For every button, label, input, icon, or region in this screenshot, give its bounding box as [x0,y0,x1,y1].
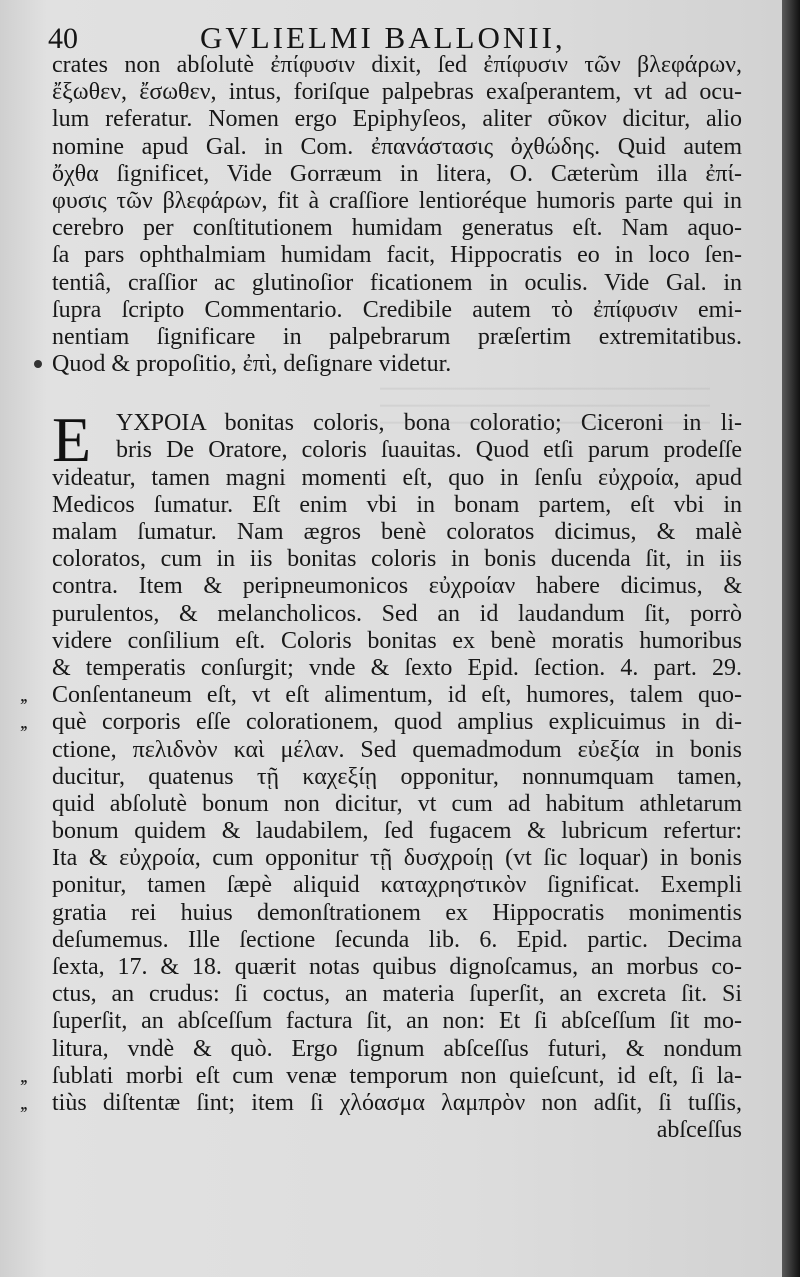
text-line [20,1062,742,1090]
quotation-mark: ,, [20,711,26,734]
text-line: bris De Oratore, coloris ſuauitas. Quod etſi parum prodeſſe [116,437,742,464]
text-line: nentiam ſignificare in palpebrarum præſertim extremitatibus. [52,323,742,350]
text-line-content: tiùs diſtentæ ſint; item ſi χλόασμα λαμπρὸν non adſit, ſi tuſſis, [52,1089,742,1116]
paragraph-euchroia [20,404,742,1144]
book-spine-shadow [782,0,800,1277]
text-line: crates non abſolutè ἐπίφυσιν dixit, ſed ἐπίφυσιν τῶν βλεφάρων, [52,52,742,78]
text-line [52,351,742,378]
text-line: nomine apud Gal. in Com. ἐπανάστασις ὀχθώδης. Quid autem [52,133,742,160]
text-line: tentiâ, craſſior ac glutinoſior ficationem in oculis. Vide Gal. in [52,269,742,296]
text-line: videre conſilium eſt. Coloris bonitas ex benè moratis humoribus [52,627,742,654]
quotation-mark: ,, [20,1091,26,1114]
text-line: contra. Item & peripneumonicos εὐχροίαν habere dicimus, & [52,573,742,600]
quotation-mark: ,, [20,684,26,707]
text-line: quid abſolutè bonum non dicitur, vt cum ad habitum athletarum [52,790,742,817]
text-line: gratia rei huius demonſtrationem ex Hippocratis monimentis [52,899,742,926]
text-line: coloratos, cum in iis bonitas coloris in bonis ducenda ſit, in iis [52,546,742,573]
text-line-content: ſublati morbi eſt cum venæ temporum non quieſcunt, id eſt, ſi la- [52,1062,742,1089]
bullet-mark [34,360,42,368]
text-line: ἔξωθεν, ἔσωθεν, intus, foriſque palpebras exaſperantem, vt ad ocu- [52,79,742,106]
text-line: ducitur, quatenus τῇ καχεξίῃ opponitur, nonnumquam tamen, [52,763,742,790]
text-line: purulentos, & melancholicos. Sed an id laudandum ſit, porrò [52,600,742,627]
page-number: 40 [48,22,78,55]
body-text [20,52,742,1144]
text-line [20,709,742,736]
text-line: cerebro per conſtitutionem humidam generatus eſt. Nam aquo- [52,215,742,242]
text-line: lum referatur. Nomen ergo Epiphyſeos, aliter σῦκον dicitur, alio [52,106,742,133]
text-line: malam ſumatur. Nam ægros benè coloratos dicimus, & malè [52,519,742,545]
text-line: Ita & εὐχροία, cum opponitur τῇ δυσχροίῃ (vt ſic loquar) in bonis [52,845,742,872]
text-line: ſa pars ophthalmiam humidam facit, Hippocratis eo in loco ſen- [52,242,742,269]
text-line-content: què corporis eſſe colorationem, quod amplius explicuimus in di- [52,709,742,736]
text-line: ſupra ſcripto Commentario. Credibile autem τὸ ἐπίφυσιν emi- [52,296,742,323]
text-line: ΥΧΡΟΙΑ bonitas coloris, bona coloratio; Ciceroni in li- [116,410,742,437]
text-line: ctus, an crudus: ſi coctus, an materia ſuperſit, an excreta ſit. Si [52,981,742,1008]
text-line: ſexta, 17. & 18. quærit notas quibus dignoſcamus, an morbus co- [52,954,742,980]
text-line-content: Quod & propoſitio, ἐπὶ, deſignare videtur. [52,351,452,378]
paragraph-epiphysis [52,52,742,378]
text-line: Medicos ſumatur. Eſt enim vbi in bonam partem, eſt vbi in [52,491,742,518]
text-line: deſumemus. Ille ſectione ſecunda lib. 6. Epid. partic. Decima [52,926,742,953]
text-line-content: Conſentaneum eſt, vt eſt alimentum, id eſt, humores, talem quo- [52,682,742,709]
catchword-line [52,1117,742,1144]
text-line: φυσις τῶν βλεφάρων, fit à craſſiore lentioréque humoris parte qui in [52,187,742,214]
paragraph-gap [52,378,742,410]
drop-cap: E [52,404,92,476]
text-line: ſuperſit, an abſceſſum factura ſit, an non: Et ſi abſceſſum ſit mo- [52,1008,742,1035]
text-line: ponitur, tamen ſæpè aliquid καταχρηστικὸν ſignificat. Exempli [52,872,742,899]
quotation-mark: ,, [20,1064,26,1087]
text-line: ctione, πελιδνὸν καὶ μέλαν. Sed quemadmodum εὐεξία in bonis [52,736,742,763]
text-line [20,1089,742,1117]
catchword: abſceſſus [656,1117,742,1144]
running-head: GVLIELMI BALLONII, [200,20,566,55]
text-line: videatur, tamen magni momenti eſt, quo in ſenſu εὐχροία, apud [52,464,742,491]
text-line: bonum quidem & laudabilem, ſed fugacem & lubricum refertur: [52,818,742,845]
text-line: ὄχθα ſignificet, Vide Gorræum in litera, O. Cæterùm illa ἐπί- [52,160,742,187]
text-line: litura, vndè & quò. Ergo ſignum abſceſſus futuri, & nondum [52,1035,742,1062]
text-line [20,682,742,709]
text-line: & temperatis conſurgit; vnde & ſexto Epid. ſection. 4. part. 29. [52,654,742,681]
